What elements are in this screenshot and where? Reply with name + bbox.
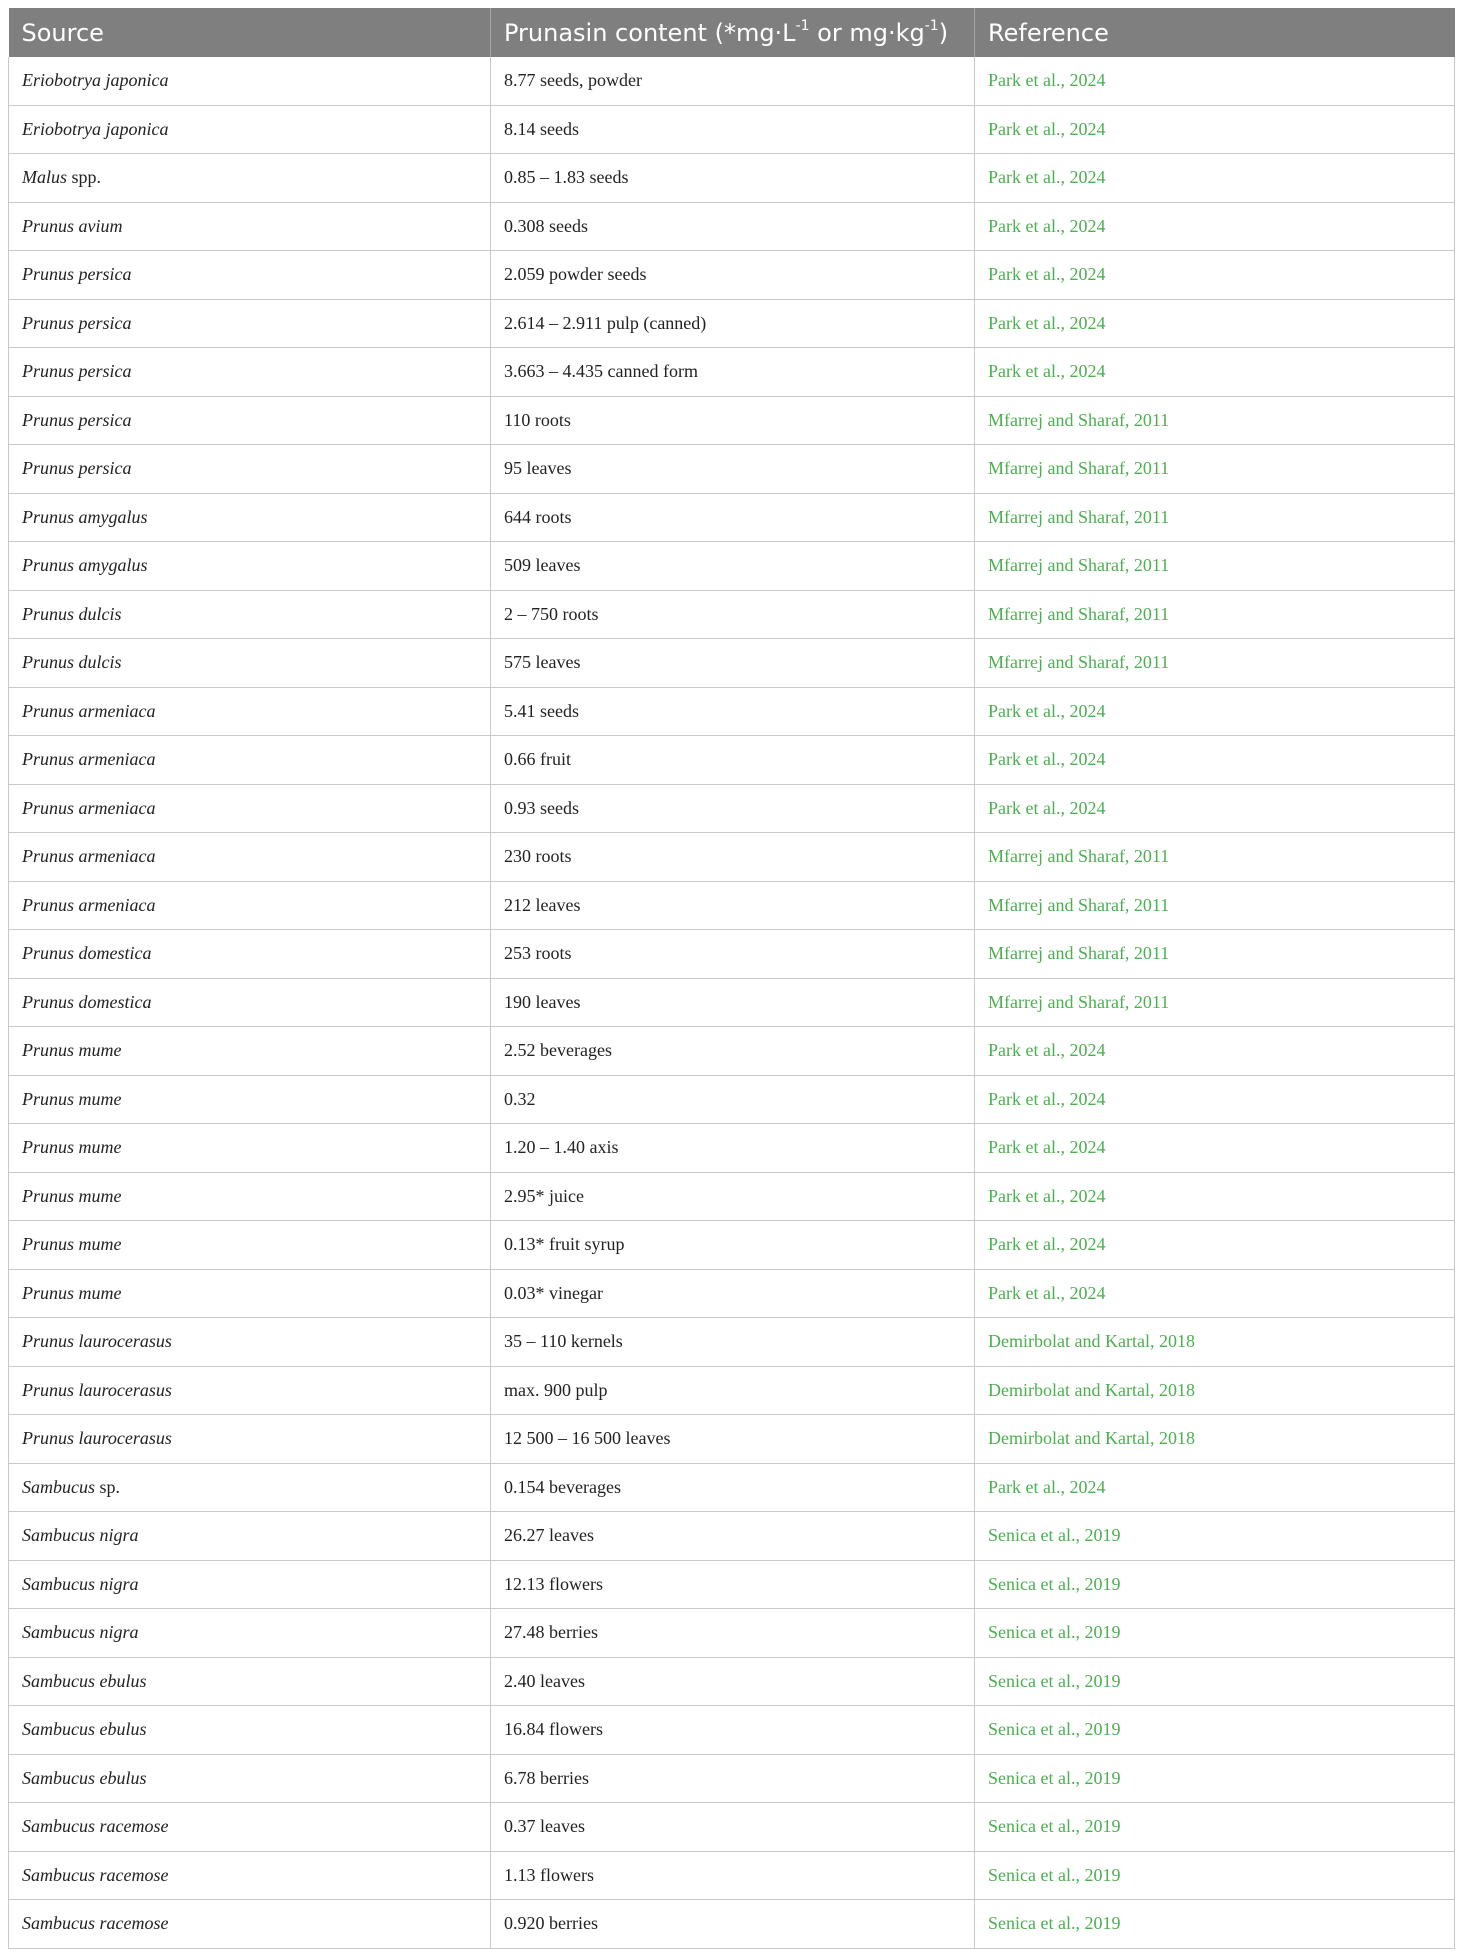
source-cell [9,1075,491,1124]
reference-link[interactable]: Demirbolat and Kartal, 2018 [988,1428,1195,1449]
species-name: Prunus avium [22,215,123,236]
table-row [9,202,1455,251]
table-row [9,154,1455,203]
reference-link[interactable]: Park et al., 2024 [988,1088,1106,1109]
reference-cell [975,154,1455,203]
species-name: Sambucus racemose [22,1913,169,1934]
table-row [9,1415,1455,1464]
reference-link[interactable]: Park et al., 2024 [988,797,1106,818]
content-cell: 0.920 berries [491,1900,975,1949]
species-name: Prunus armeniaca [22,797,156,818]
species-name: Sambucus nigra [22,1573,139,1594]
species-name: Prunus amygalus [22,555,148,576]
reference-link[interactable]: Senica et al., 2019 [988,1670,1121,1691]
reference-link[interactable]: Park et al., 2024 [988,1137,1106,1158]
reference-cell [975,1027,1455,1076]
reference-cell [975,1075,1455,1124]
species-name: Sambucus ebulus [22,1670,147,1691]
reference-cell [975,1318,1455,1367]
content-cell: 253 roots [491,930,975,979]
table-row [9,736,1455,785]
species-name: Eriobotrya japonica [22,70,169,91]
reference-cell [975,1221,1455,1270]
reference-link[interactable]: Demirbolat and Kartal, 2018 [988,1379,1195,1400]
species-name: Prunus armeniaca [22,700,156,721]
source-cell [9,1900,491,1949]
reference-link[interactable]: Mfarrej and Sharaf, 2011 [988,555,1170,576]
content-cell: 95 leaves [491,445,975,494]
reference-link[interactable]: Senica et al., 2019 [988,1864,1121,1885]
content-cell: 0.93 seeds [491,784,975,833]
species-name: Prunus mume [22,1282,122,1303]
reference-cell [975,930,1455,979]
content-cell: 2.95* juice [491,1172,975,1221]
content-cell: 2.40 leaves [491,1657,975,1706]
content-cell: 12.13 flowers [491,1560,975,1609]
reference-cell [975,1560,1455,1609]
reference-cell [975,57,1455,105]
source-cell [9,784,491,833]
source-cell [9,493,491,542]
reference-cell [975,687,1455,736]
reference-cell [975,1657,1455,1706]
reference-link[interactable]: Mfarrej and Sharaf, 2011 [988,943,1170,964]
table-row [9,1463,1455,1512]
reference-cell [975,1463,1455,1512]
reference-link[interactable]: Senica et al., 2019 [988,1913,1121,1934]
species-name: Sambucus nigra [22,1525,139,1546]
reference-link[interactable]: Park et al., 2024 [988,118,1106,139]
table-row [9,251,1455,300]
source-cell [9,590,491,639]
reference-cell [975,590,1455,639]
source-cell [9,299,491,348]
content-cell: 12 500 – 16 500 leaves [491,1415,975,1464]
content-cell: 0.66 fruit [491,736,975,785]
source-cell [9,1706,491,1755]
content-cell: 190 leaves [491,978,975,1027]
table-header-row [9,8,1455,57]
table-row [9,881,1455,930]
reference-cell [975,202,1455,251]
table-row [9,1851,1455,1900]
column-header-content-prefix: Prunasin content (*mg·L [504,18,796,47]
source-cell [9,1609,491,1658]
table-row [9,348,1455,397]
source-cell [9,1754,491,1803]
reference-cell [975,784,1455,833]
content-cell: 5.41 seeds [491,687,975,736]
content-cell: 16.84 flowers [491,1706,975,1755]
reference-link[interactable]: Senica et al., 2019 [988,1816,1121,1837]
source-cell [9,1172,491,1221]
reference-cell [975,542,1455,591]
reference-link[interactable]: Senica et al., 2019 [988,1573,1121,1594]
table-row [9,1754,1455,1803]
reference-cell [975,396,1455,445]
reference-link[interactable]: Mfarrej and Sharaf, 2011 [988,409,1170,430]
reference-cell [975,1172,1455,1221]
source-cell [9,978,491,1027]
content-cell: 2.059 powder seeds [491,251,975,300]
species-name: Prunus armeniaca [22,894,156,915]
reference-link[interactable]: Mfarrej and Sharaf, 2011 [988,458,1170,479]
table-row [9,687,1455,736]
reference-link[interactable]: Park et al., 2024 [988,1234,1106,1255]
reference-link[interactable]: Park et al., 2024 [988,1040,1106,1061]
table-row [9,299,1455,348]
source-cell [9,1269,491,1318]
table-row [9,1512,1455,1561]
content-cell: 0.32 [491,1075,975,1124]
reference-link[interactable]: Park et al., 2024 [988,264,1106,285]
species-suffix: sp. [95,1476,121,1497]
table-row [9,1075,1455,1124]
reference-cell [975,639,1455,688]
table-row [9,1609,1455,1658]
table-row [9,1803,1455,1852]
species-name: Sambucus racemose [22,1864,169,1885]
content-cell: 27.48 berries [491,1609,975,1658]
source-cell [9,105,491,154]
source-cell [9,1851,491,1900]
table-row [9,105,1455,154]
reference-link[interactable]: Senica et al., 2019 [988,1622,1121,1643]
species-name: Eriobotrya japonica [22,118,169,139]
reference-cell [975,445,1455,494]
reference-link[interactable]: Mfarrej and Sharaf, 2011 [988,846,1170,867]
reference-link[interactable]: Park et al., 2024 [988,1282,1106,1303]
source-cell [9,1318,491,1367]
reference-link[interactable]: Mfarrej and Sharaf, 2011 [988,603,1170,624]
source-cell [9,736,491,785]
table-row [9,590,1455,639]
reference-cell [975,1803,1455,1852]
species-name: Prunus persica [22,409,132,430]
species-name: Prunus mume [22,1185,122,1206]
table-row [9,57,1455,105]
species-name: Sambucus [22,1476,95,1497]
source-cell [9,881,491,930]
content-cell: 0.154 beverages [491,1463,975,1512]
reference-link[interactable]: Senica et al., 2019 [988,1719,1121,1740]
source-cell [9,1415,491,1464]
content-cell: 212 leaves [491,881,975,930]
content-cell: 8.77 seeds, powder [491,57,975,105]
source-cell [9,57,491,105]
species-suffix: spp. [67,167,102,188]
source-cell [9,154,491,203]
source-cell [9,1657,491,1706]
species-name: Sambucus ebulus [22,1767,147,1788]
species-name: Prunus mume [22,1137,122,1158]
reference-link[interactable]: Park et al., 2024 [988,312,1106,333]
species-name: Prunus laurocerasus [22,1379,172,1400]
reference-cell [975,251,1455,300]
unit-exponent: -1 [795,17,810,34]
source-cell [9,348,491,397]
species-name: Prunus dulcis [22,652,122,673]
reference-link[interactable]: Park et al., 2024 [988,700,1106,721]
species-name: Prunus armeniaca [22,846,156,867]
content-cell: 8.14 seeds [491,105,975,154]
table-row [9,784,1455,833]
species-name: Prunus dulcis [22,603,122,624]
table-row [9,1027,1455,1076]
reference-cell [975,493,1455,542]
content-cell: 2.52 beverages [491,1027,975,1076]
table-row [9,542,1455,591]
table-row [9,639,1455,688]
species-name: Prunus armeniaca [22,749,156,770]
reference-cell [975,1415,1455,1464]
reference-link[interactable]: Senica et al., 2019 [988,1525,1121,1546]
table-row [9,1706,1455,1755]
reference-link[interactable]: Mfarrej and Sharaf, 2011 [988,506,1170,527]
prunasin-table [8,8,1455,1949]
table-row [9,1318,1455,1367]
content-cell: 575 leaves [491,639,975,688]
content-cell: max. 900 pulp [491,1366,975,1415]
content-cell: 110 roots [491,396,975,445]
table-row [9,1657,1455,1706]
content-cell: 0.13* fruit syrup [491,1221,975,1270]
species-name: Prunus mume [22,1234,122,1255]
reference-cell [975,1851,1455,1900]
species-name: Sambucus racemose [22,1816,169,1837]
reference-link[interactable]: Mfarrej and Sharaf, 2011 [988,991,1170,1012]
reference-cell [975,978,1455,1027]
source-cell [9,445,491,494]
source-cell [9,930,491,979]
species-name: Prunus laurocerasus [22,1428,172,1449]
species-name: Prunus persica [22,264,132,285]
content-cell: 35 – 110 kernels [491,1318,975,1367]
content-cell: 26.27 leaves [491,1512,975,1561]
table-row [9,1366,1455,1415]
reference-cell [975,1366,1455,1415]
unit-exponent: -1 [924,17,939,34]
source-cell [9,1124,491,1173]
reference-cell [975,1900,1455,1949]
reference-link[interactable]: Demirbolat and Kartal, 2018 [988,1331,1195,1352]
source-cell [9,1221,491,1270]
reference-link[interactable]: Mfarrej and Sharaf, 2011 [988,652,1170,673]
content-cell: 0.37 leaves [491,1803,975,1852]
content-cell: 0.308 seeds [491,202,975,251]
table-row [9,978,1455,1027]
reference-cell [975,1269,1455,1318]
source-cell [9,687,491,736]
table-row [9,833,1455,882]
content-cell: 230 roots [491,833,975,882]
table-row [9,493,1455,542]
table-body [9,57,1455,1948]
species-name: Prunus mume [22,1040,122,1061]
content-cell: 509 leaves [491,542,975,591]
reference-link[interactable]: Park et al., 2024 [988,167,1106,188]
species-name: Prunus laurocerasus [22,1331,172,1352]
content-cell: 3.663 – 4.435 canned form [491,348,975,397]
column-header-content [491,8,975,57]
reference-cell [975,1512,1455,1561]
species-name: Prunus domestica [22,943,152,964]
source-cell [9,202,491,251]
column-header-reference: Reference [975,8,1455,57]
reference-link[interactable]: Park et al., 2024 [988,361,1106,382]
source-cell [9,1803,491,1852]
reference-cell [975,881,1455,930]
source-cell [9,639,491,688]
table-row [9,1900,1455,1949]
reference-cell [975,1754,1455,1803]
reference-link[interactable]: Park et al., 2024 [988,215,1106,236]
source-cell [9,1512,491,1561]
species-name: Prunus amygalus [22,506,148,527]
source-cell [9,251,491,300]
source-cell [9,1027,491,1076]
table-row [9,1124,1455,1173]
reference-cell [975,105,1455,154]
species-name: Malus [22,167,67,188]
reference-cell [975,1706,1455,1755]
content-cell: 0.03* vinegar [491,1269,975,1318]
table-row [9,445,1455,494]
reference-link[interactable]: Park et al., 2024 [988,70,1106,91]
species-name: Prunus persica [22,312,132,333]
column-header-content-suffix: ) [938,18,949,47]
content-cell: 2.614 – 2.911 pulp (canned) [491,299,975,348]
species-name: Sambucus ebulus [22,1719,147,1740]
content-cell: 1.20 – 1.40 axis [491,1124,975,1173]
reference-cell [975,833,1455,882]
source-cell [9,833,491,882]
reference-link[interactable]: Mfarrej and Sharaf, 2011 [988,894,1170,915]
table-row [9,396,1455,445]
content-cell: 644 roots [491,493,975,542]
source-cell [9,1560,491,1609]
species-name: Sambucus nigra [22,1622,139,1643]
content-cell: 2 – 750 roots [491,590,975,639]
content-cell: 1.13 flowers [491,1851,975,1900]
reference-link[interactable]: Park et al., 2024 [988,1185,1106,1206]
source-cell [9,1463,491,1512]
table-row [9,1269,1455,1318]
species-name: Prunus persica [22,361,132,382]
reference-cell [975,736,1455,785]
column-header-content-mid: or mg·kg [809,18,925,47]
species-name: Prunus mume [22,1088,122,1109]
source-cell [9,542,491,591]
species-name: Prunus domestica [22,991,152,1012]
reference-cell [975,299,1455,348]
reference-link[interactable]: Park et al., 2024 [988,1476,1106,1497]
source-cell [9,1366,491,1415]
column-header-source: Source [9,8,491,57]
reference-link[interactable]: Park et al., 2024 [988,749,1106,770]
content-cell: 6.78 berries [491,1754,975,1803]
reference-cell [975,1609,1455,1658]
reference-cell [975,1124,1455,1173]
reference-cell [975,348,1455,397]
table-row [9,1560,1455,1609]
table-row [9,1221,1455,1270]
source-cell [9,396,491,445]
content-cell: 0.85 – 1.83 seeds [491,154,975,203]
table-row [9,930,1455,979]
species-name: Prunus persica [22,458,132,479]
reference-link[interactable]: Senica et al., 2019 [988,1767,1121,1788]
table-row [9,1172,1455,1221]
